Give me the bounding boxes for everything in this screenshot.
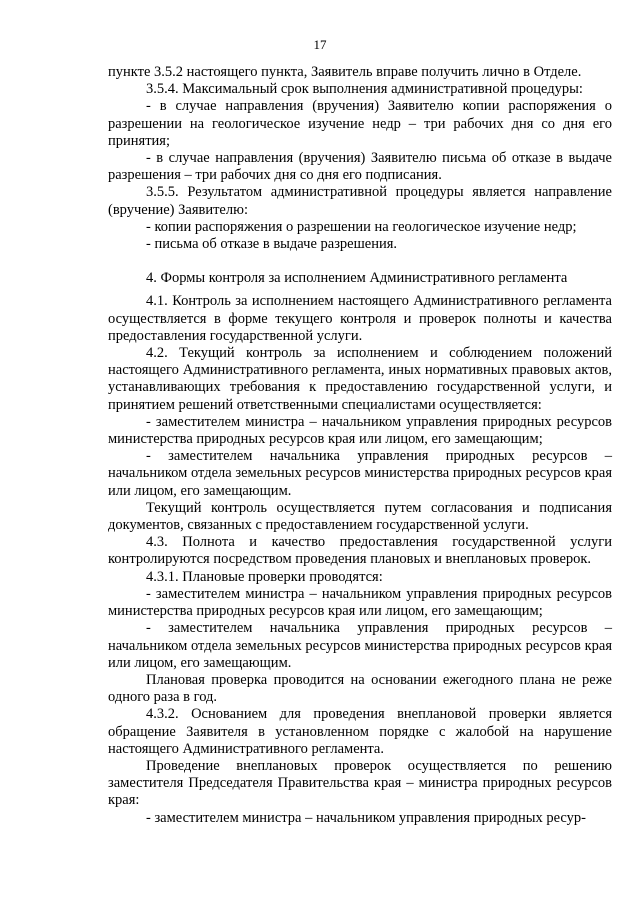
paragraph: 4.3. Полнота и качество предоставления государственной услуги контролируются посредством проведения плановых и внеплановых проверок. <box>108 534 612 568</box>
paragraph: Текущий контроль осуществляется путем согласования и подписания документов, связанных с предоставлением государственной услуги. <box>108 499 612 534</box>
paragraph: - заместителем министра – начальником управления природных ресурсов министерства природных ресурсов края или лицом, его замещающим; <box>108 413 612 448</box>
paragraph: пункте 3.5.2 настоящего пункта, Заявитель вправе получить лично в Отделе. <box>108 64 582 80</box>
paragraph: 3.5.5. Результатом административной процедуры является направление (вручение) Заявителю: <box>108 184 612 218</box>
paragraph: 4.2. Текущий контроль за исполнением и соблюдением положений настоящего Административного регламента, иных нормативных правовых актов, устанавливающих требования к предоставлению государственной услуги, и принятием решений ответственными специалистами осуществляется: <box>108 345 612 413</box>
section-title: 4. Формы контроля за исполнением Административного регламента <box>146 270 568 287</box>
paragraph: 4.3.1. Плановые проверки проводятся: <box>146 568 383 585</box>
paragraph: - письма об отказе в выдаче разрешения. <box>146 236 398 253</box>
paragraph: 3.5.4. Максимальный срок выполнения административной процедуры: <box>146 81 583 98</box>
paragraph: - в случае направления (вручения) Заявителю копии распоряжения о разрешении на геологическое изучение недр – три рабочих дня со дня его принятия; <box>108 98 612 149</box>
paragraph: 4.3.2. Основанием для проведения внеплановой проверки является обращение Заявителя в установленном порядке с жалобой на нарушение настоящего Административного регламента. <box>108 706 612 757</box>
page-number: 17 <box>313 37 327 52</box>
paragraph: - копии распоряжения о разрешении на геологическое изучение недр; <box>146 218 577 235</box>
paragraph: 4.1. Контроль за исполнением настоящего Административного регламента осуществляется в форме текущего контроля и проверок полноты и качества предоставления государственной услуги. <box>108 293 612 344</box>
document-body <box>108 64 612 827</box>
paragraph: - заместителем министра – начальником управления природных ресурсов министерства природных ресурсов края или лицом, его замещающим; <box>108 585 612 620</box>
paragraph: Проведение внеплановых проверок осуществляется по решению заместителя Председателя Правительства края – министра природных ресурсов края: <box>108 757 612 809</box>
paragraph: Плановая проверка проводится на основании ежегодного плана не реже одного раза в год. <box>108 671 612 706</box>
paragraph: - заместителем начальника управления природных ресурсов – начальником отдела земельных ресурсов министерства природных ресурсов края или лицом, его замещающим. <box>108 448 612 499</box>
paragraph: - в случае направления (вручения) Заявителю письма об отказе в выдаче разрешения – три рабочих дня со дня его подписания. <box>108 150 612 184</box>
paragraph: - заместителем начальника управления природных ресурсов – начальником отдела земельных ресурсов министерства природных ресурсов края или лицом, его замещающим. <box>108 620 612 671</box>
paragraph: - заместителем министра – начальником управления природных ресур- <box>146 809 586 826</box>
